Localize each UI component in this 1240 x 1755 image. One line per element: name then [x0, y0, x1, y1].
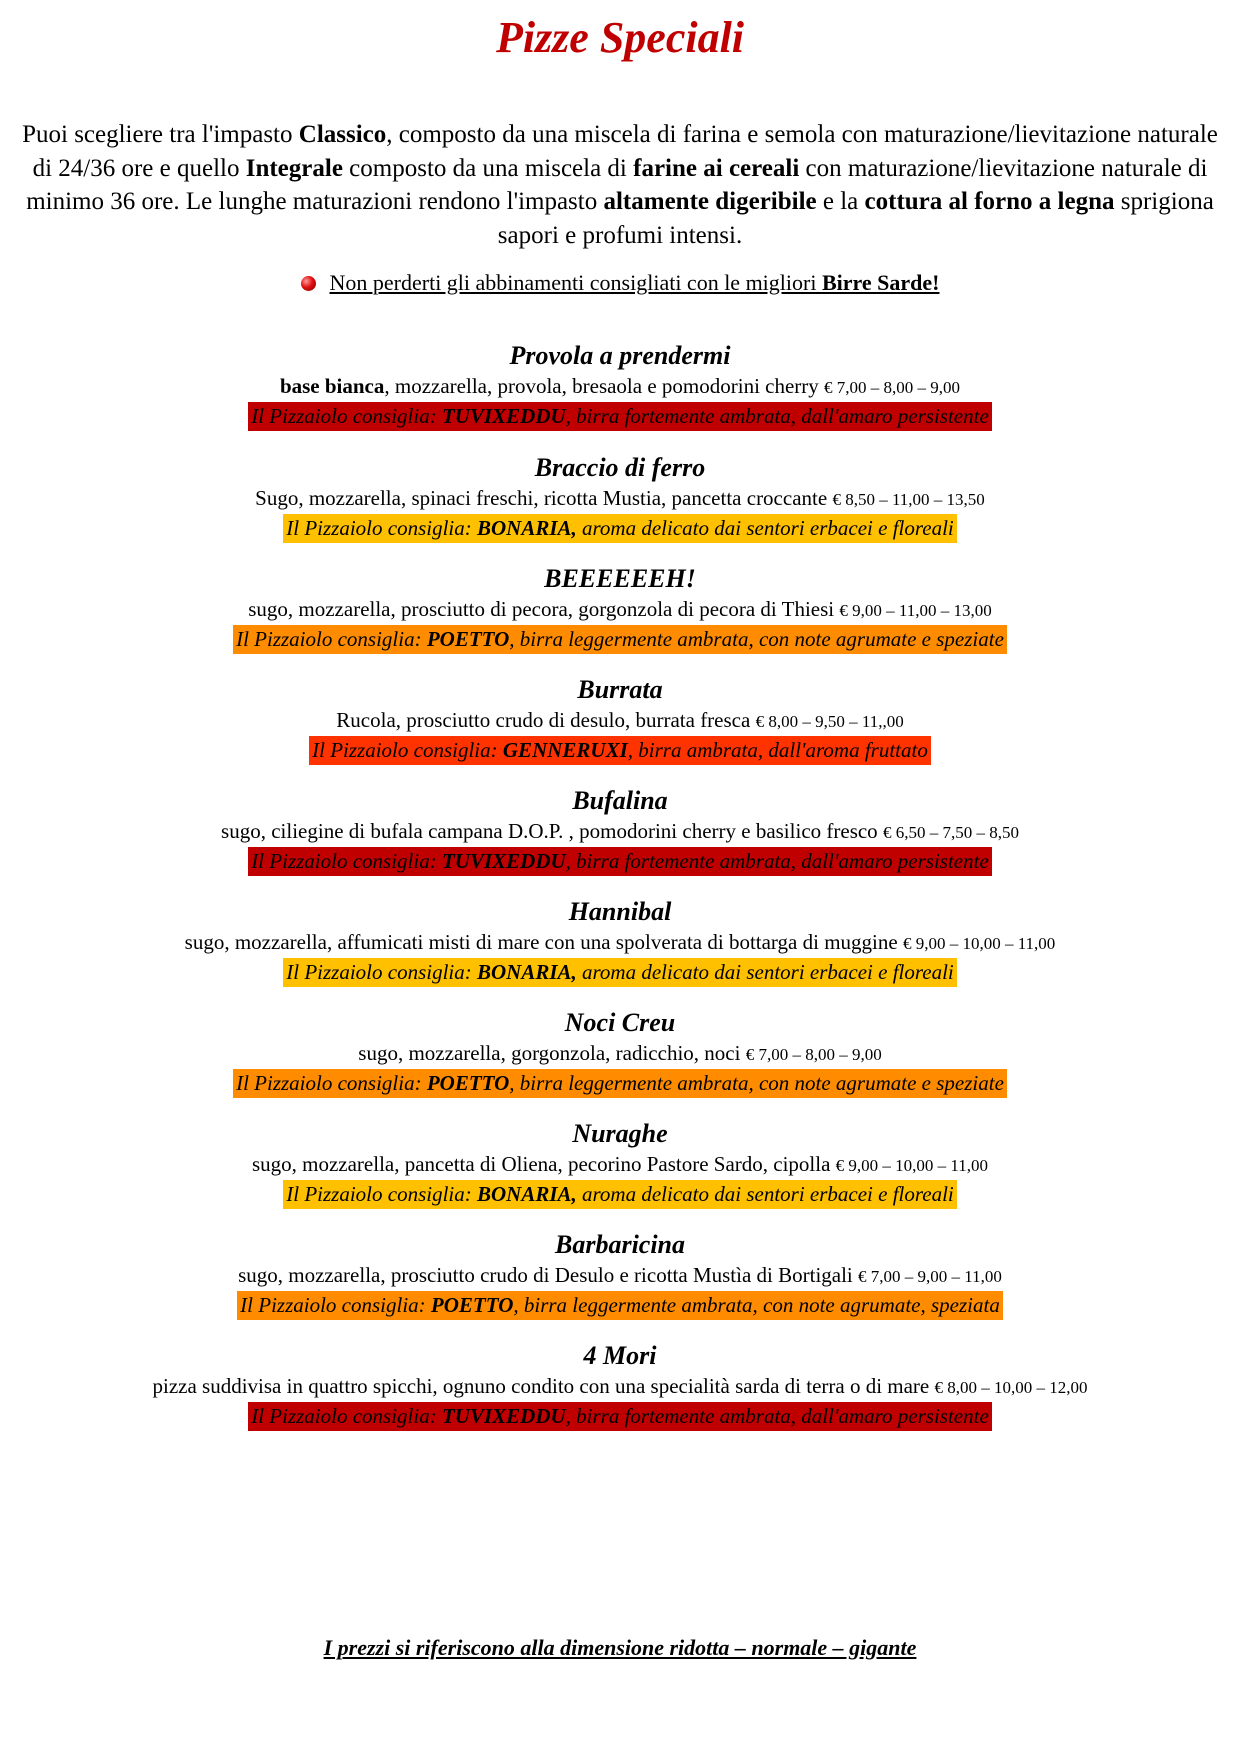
notice-text: Non perderti gli abbinamenti consigliati con le migliori — [329, 270, 822, 295]
pizza-name: Nuraghe — [572, 1119, 668, 1148]
pizza-name: BEEEEEEH! — [544, 564, 696, 593]
pizza-description — [0, 1372, 1240, 1402]
pizza-ingredients: sugo, mozzarella, prosciutto di pecora, gorgonzola di pecora di Thiesi — [248, 597, 840, 621]
beer-recommendation-row — [0, 1069, 1240, 1098]
pizza-price: € 9,00 – 11,00 – 13,00 — [839, 601, 992, 620]
pizza-price: € 9,00 – 10,00 – 11,00 — [835, 1156, 989, 1175]
pizza-ingredients: sugo, mozzarella, pancetta di Oliena, pecorino Pastore Sardo, cipolla — [251, 1152, 836, 1176]
pizza-item — [0, 340, 1240, 431]
beer-recommendation-row — [0, 1402, 1240, 1431]
pizza-ingredients: sugo, ciliegine di bufala campana D.O.P. , pomodorini cherry e basilico fresco — [221, 819, 883, 843]
beer-name: TUVIXEDDU — [441, 404, 566, 428]
recommendation-prefix: Il Pizzaiolo consiglia: — [236, 627, 427, 651]
red-bullet-icon — [301, 276, 316, 291]
pizza-ingredients: sugo, mozzarella, affumicati misti di mare con una spolverata di bottarga di muggine — [184, 930, 903, 954]
beer-name: BONARIA, — [477, 1182, 577, 1206]
pizza-item — [0, 1007, 1240, 1098]
beer-description: , birra fortemente ambrata, dall'amaro persistente — [565, 849, 989, 873]
pizza-price: € 7,00 – 8,00 – 9,00 — [824, 378, 961, 397]
recommendation-prefix: Il Pizzaiolo consiglia: — [312, 738, 503, 762]
beer-description: , birra fortemente ambrata, dall'amaro persistente — [565, 404, 989, 428]
recommendation-prefix: Il Pizzaiolo consiglia: — [286, 1182, 477, 1206]
beer-name: POETTO — [430, 1293, 514, 1317]
beer-recommendation — [309, 736, 931, 765]
beer-recommendation-row — [0, 514, 1240, 543]
intro-bold-text: altamente digeribile — [603, 188, 817, 215]
beer-description: , birra leggermente ambrata, con note agrumate, speziata — [513, 1293, 1000, 1317]
pizza-name: Barbaricina — [554, 1230, 686, 1259]
pizza-item — [0, 563, 1240, 654]
beer-description: , birra leggermente ambrata, con note agrumate e speziate — [509, 1071, 1004, 1095]
pizza-item — [0, 1229, 1240, 1320]
recommendation-prefix: Il Pizzaiolo consiglia: — [251, 1404, 442, 1428]
recommendation-prefix: Il Pizzaiolo consiglia: — [236, 1071, 427, 1095]
beer-name: TUVIXEDDU — [441, 1404, 566, 1428]
beer-notice — [0, 270, 1240, 296]
intro-text: con maturazione/lievitazione naturale di minimo 36 ore. Le lunghe maturazioni rendono l'impasto — [26, 154, 1208, 215]
pizza-ingredients: sugo, mozzarella, prosciutto crudo di Desulo e ricotta Mustìa di Bortigali — [238, 1263, 859, 1287]
pizza-price: € 9,00 – 10,00 – 11,00 — [902, 934, 1056, 953]
pizza-description — [0, 1039, 1240, 1069]
intro-text: Puoi scegliere tra l'impasto — [22, 121, 299, 148]
beer-recommendation — [248, 847, 992, 876]
beer-recommendation-row — [0, 1291, 1240, 1320]
beer-name: BONARIA, — [477, 960, 577, 984]
pizza-name: 4 Mori — [583, 1341, 657, 1370]
pizza-name: Noci Creu — [564, 1008, 676, 1037]
recommendation-prefix: Il Pizzaiolo consiglia: — [251, 404, 442, 428]
beer-description: , birra fortemente ambrata, dall'amaro persistente — [565, 1404, 989, 1428]
pizza-base-label: base bianca — [279, 374, 385, 398]
intro-text: e la — [816, 188, 865, 215]
beer-recommendation — [283, 958, 957, 987]
beer-recommendation — [233, 1069, 1007, 1098]
beer-notice-text — [330, 270, 940, 295]
intro-text: composto da una miscela di — [342, 154, 634, 182]
beer-recommendation — [283, 514, 957, 543]
notice-bold-text: Birre Sarde! — [821, 270, 940, 295]
pizza-name: Burrata — [577, 675, 663, 704]
pizza-price: € 6,50 – 7,50 – 8,50 — [882, 823, 1019, 842]
intro-bold-text: cottura al forno a legna — [864, 188, 1115, 215]
pizza-item — [0, 785, 1240, 876]
beer-description: , birra ambrata, dall'aroma fruttato — [627, 738, 928, 762]
intro-paragraph — [10, 118, 1230, 252]
pizza-item — [0, 674, 1240, 765]
pizza-name: Provola a prendermi — [509, 341, 731, 370]
pizza-item — [0, 452, 1240, 543]
beer-description: , birra leggermente ambrata, con note agrumate e speziate — [509, 627, 1004, 651]
pizza-ingredients: Sugo, mozzarella, spinaci freschi, ricotta Mustia, pancetta croccante — [255, 486, 833, 510]
beer-description: aroma delicato dai sentori erbacei e floreali — [576, 960, 954, 984]
pizza-description — [0, 484, 1240, 514]
beer-name: POETTO — [426, 627, 510, 651]
recommendation-prefix: Il Pizzaiolo consiglia: — [286, 960, 477, 984]
intro-text: , composto da una miscela di farina e semola con maturazione/lievitazione naturale di 24/36 ore e quello — [32, 121, 1218, 182]
beer-description: aroma delicato dai sentori erbacei e floreali — [576, 516, 954, 540]
beer-name: POETTO — [426, 1071, 510, 1095]
pizza-ingredients: , mozzarella, provola, bresaola e pomodorini cherry — [384, 374, 825, 398]
beer-description: aroma delicato dai sentori erbacei e floreali — [576, 1182, 954, 1206]
pizza-ingredients: sugo, mozzarella, gorgonzola, radicchio, noci — [358, 1041, 746, 1065]
beer-recommendation-row — [0, 402, 1240, 431]
beer-name: GENNERUXI — [502, 738, 628, 762]
pizza-item — [0, 1340, 1240, 1431]
pizza-description — [0, 817, 1240, 847]
pizza-ingredients: Rucola, prosciutto crudo di desulo, burrata fresca — [336, 708, 756, 732]
pizza-price: € 7,00 – 9,00 – 11,00 — [858, 1267, 1002, 1286]
beer-recommendation-row — [0, 625, 1240, 654]
beer-recommendation — [248, 1402, 992, 1431]
pizza-name: Bufalina — [572, 786, 668, 815]
pizza-description — [0, 1150, 1240, 1180]
pizza-description — [0, 928, 1240, 958]
beer-recommendation — [237, 1291, 1003, 1320]
pizza-description — [0, 706, 1240, 736]
pizza-ingredients: pizza suddivisa in quattro spicchi, ognuno condito con una specialità sarda di terra o di mare — [152, 1374, 935, 1398]
pizza-item — [0, 896, 1240, 987]
pizza-price: € 8,00 – 9,50 – 11,,00 — [755, 712, 904, 731]
beer-recommendation-row — [0, 1180, 1240, 1209]
beer-recommendation-row — [0, 958, 1240, 987]
pizza-description — [0, 1261, 1240, 1291]
pizza-description — [0, 595, 1240, 625]
beer-recommendation — [233, 625, 1007, 654]
pizza-price: € 8,50 – 11,00 – 13,50 — [832, 490, 985, 509]
beer-name: TUVIXEDDU — [441, 849, 566, 873]
pizza-name: Braccio di ferro — [534, 453, 706, 482]
pizza-price: € 8,00 – 10,00 – 12,00 — [934, 1378, 1088, 1397]
price-footnote: I prezzi si riferiscono alla dimensione ridotta – normale – gigante — [323, 1635, 917, 1660]
recommendation-prefix: Il Pizzaiolo consiglia: — [240, 1293, 431, 1317]
beer-name: BONARIA, — [477, 516, 577, 540]
intro-bold-text: farine ai cereali — [633, 154, 800, 182]
pizza-price: € 7,00 – 8,00 – 9,00 — [745, 1045, 882, 1064]
beer-recommendation — [248, 402, 992, 431]
pizza-description — [0, 372, 1240, 402]
recommendation-prefix: Il Pizzaiolo consiglia: — [286, 516, 477, 540]
page-title: Pizze Speciali — [495, 13, 745, 62]
pizza-name: Hannibal — [568, 897, 672, 926]
intro-text: sprigiona sapori e profumi intensi. — [497, 188, 1214, 249]
beer-recommendation-row — [0, 736, 1240, 765]
beer-recommendation-row — [0, 847, 1240, 876]
recommendation-prefix: Il Pizzaiolo consiglia: — [251, 849, 442, 873]
intro-bold-text: Classico — [298, 121, 387, 148]
intro-bold-text: Integrale — [245, 154, 343, 182]
beer-recommendation — [283, 1180, 957, 1209]
pizza-item — [0, 1118, 1240, 1209]
